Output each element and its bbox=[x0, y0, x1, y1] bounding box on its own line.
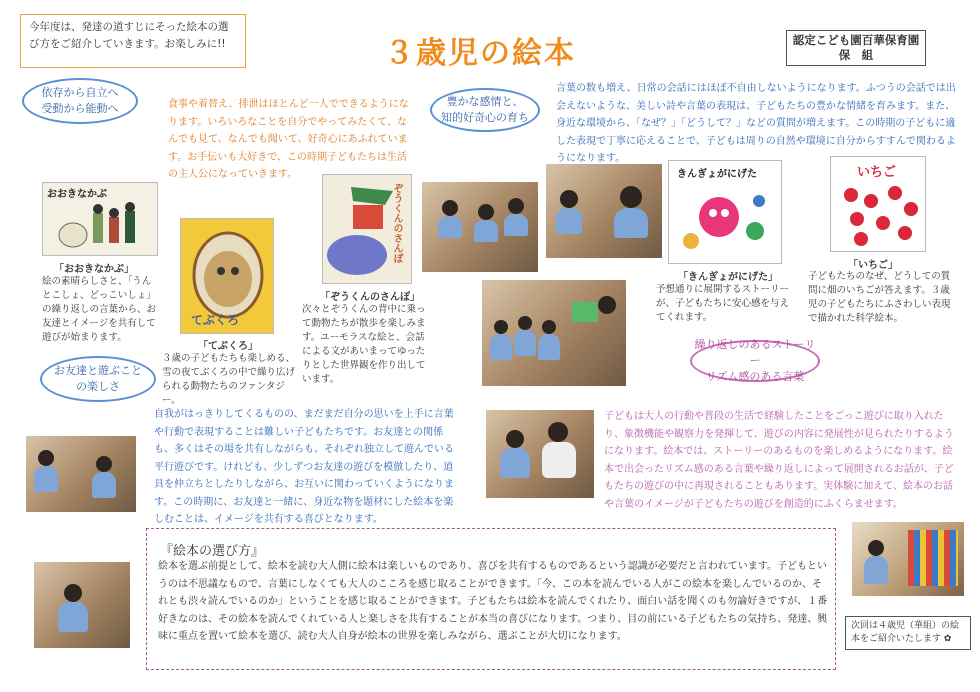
heading-friends bbox=[40, 356, 156, 402]
page-title: ３歳児の絵本 bbox=[384, 36, 576, 71]
heading-emotion-line1: 豊かな感情と、 bbox=[446, 95, 524, 108]
book-caption-okinakabu: 絵の素晴らしさと、「うんとこしょ、どっこいしょ」の繰り返しの言葉から、お友達とイメージを共有して遊びが始まります。 bbox=[42, 276, 157, 343]
heading-rhythm-line2: リズム感のある言葉 bbox=[705, 370, 805, 383]
book-caption-tebukuro: ３歳の子どもたちも楽しめる、雪の夜てぶくろの中で繰り広げられる動物たちのファンタジー。 bbox=[162, 353, 296, 406]
heading-rhythm-line1: 繰り返しのあるストーリー bbox=[694, 338, 816, 367]
book-name-tebukuro: 「てぶくろ」 bbox=[198, 341, 258, 352]
school-name: 認定こども園百華保育園 bbox=[792, 33, 920, 47]
book-cover-title: おおきなかぶ bbox=[47, 189, 107, 200]
book-cover-title: ぞうくんのさんぽ bbox=[391, 183, 402, 263]
heading-friends-line1: お友達と遊ぶこと bbox=[54, 364, 142, 377]
independence-body: 食事や着替え、排泄はほとんど一人でできるようになります。いろいろなことを自分でやってみたくて、なんでも見て、なんでも聞いて、好奇心にあふれています。お手伝いも大好きで、この時期子どもたちは生活の主人公になっていきます。 bbox=[168, 99, 409, 180]
photo-teacher-with-child bbox=[486, 410, 594, 498]
heading-independence-line2: 受動から能動へ bbox=[41, 102, 119, 115]
heading-rhythm bbox=[690, 340, 820, 382]
turnip-illustration bbox=[43, 183, 158, 256]
heading-friends-line2: の楽しさ bbox=[76, 380, 120, 393]
friends-body: 自我がはっきりしてくるものの、まだまだ自分の思いを上手に言葉や行動で表現することは難しい子どもたちです。お友達との関係も、多くはその場を共有しながらも、それぞれ独立して遊んでいる平行遊びです。けれども、少しずつお友達の遊びを模倣したり、道具を仲立ちとしたりしながら、お互いに関わっていくようになります。この時期に、お友達と一緒に、身近な物を題材にした絵本を楽しむことは、イメージを共有する喜びとなります。 bbox=[154, 409, 454, 525]
book-cover-title: てぶくろ bbox=[191, 313, 240, 327]
flower-icon: ✿ bbox=[943, 634, 952, 644]
book-cover-tebukuro bbox=[180, 218, 274, 334]
book-name-ichigo: 「いちご」 bbox=[848, 260, 898, 271]
class-name: 保 組 bbox=[838, 48, 874, 62]
intro-note bbox=[20, 14, 246, 68]
book-caption-zoukun: 次々とぞうくんの背中に乗って動物たちが散歩を楽しみます。ユーモラスな絵と、会話による文があいまってゆったりとした世界観を作り出しています。 bbox=[302, 304, 426, 385]
book-caption-ichigo: 子どもたちのなぜ、どうしての質問に畑のいちごが答えます。３歳児の子どもたちにふさわしい表現で描かれた科学絵本。 bbox=[808, 271, 951, 324]
photo-reading-group-1 bbox=[422, 182, 538, 272]
book-cover-title: きんぎょがにげた bbox=[677, 169, 757, 180]
book-cover-zoukun bbox=[322, 174, 412, 284]
book-cover-ichigo bbox=[830, 156, 926, 252]
book-name-kingyo: 「きんぎょがにげた」 bbox=[678, 272, 778, 283]
howto-title: 『絵本の選び方』 bbox=[160, 544, 265, 559]
heading-independence bbox=[22, 78, 138, 124]
howto-body: 絵本を選ぶ前提として、絵本を読む大人側に絵本は楽しいものであり、喜びを共有するものであるという認識が必要だと言われています。子どもというのは不思議なもので、言葉にしなくても大人のこころを感じ取ることができます。「今、この本を読んでいる人がこの絵本を楽しんでいるのか、それとも渋々読んでいるのか」ということを感じ取ることができます。子どもたちは絵本を読んでくれたり、面白い話を聞くのも勿論好きですが、１番好きなのは、その絵本を読んでくれている人と楽しさを共有することが本当の喜びになります。つまり、目の前にいる子どもたちの気持ち、発達、興味に重点を置いて絵本を選び、読む大人自身が絵本の世界を楽しみながら、選ぶことが大切になります。 bbox=[158, 561, 828, 642]
strawberry-illustration bbox=[831, 157, 926, 252]
book-cover-title: いちご bbox=[857, 165, 897, 180]
photo-teacher-reading bbox=[482, 280, 626, 386]
photo-reading-group-2 bbox=[546, 164, 662, 258]
heading-emotion bbox=[430, 88, 540, 132]
goldfish-illustration bbox=[669, 161, 782, 264]
book-cover-kingyo bbox=[668, 160, 782, 264]
heading-emotion-line2: 知的好奇心の育ち bbox=[441, 111, 529, 124]
book-cover-okinakabu bbox=[42, 182, 158, 256]
school-name-box bbox=[786, 30, 926, 66]
photo-bookshelf bbox=[852, 522, 964, 596]
emotion-body: 言葉の数も増え、日常の会話にはほぼ不自由しないようになります。ふつうの会話では出会えないような、美しい詩や言葉の表現は、子どもたちの豊かな情緒を育みます。また、身近な環境から、「なぜ？」「どうして？」などの質問が増えます。この時期の子どもに適した表現で丁寧に応えることで、子どもは周りの自然や環境に自分からすすんで関わるようになります。 bbox=[556, 83, 956, 164]
book-name-okinakabu: 「おおきなかぶ」 bbox=[54, 264, 134, 275]
heading-independence-line1: 依存から自立へ bbox=[41, 86, 119, 99]
book-name-zoukun: 「ぞうくんのさんぽ」 bbox=[320, 292, 420, 303]
book-caption-kingyo: 予想通りに展開するストーリーが、子どもたちに安心感を与えてくれます。 bbox=[656, 284, 790, 323]
intro-text: 今年度は、発達の道すじにそった絵本の選び方をご紹介していきます。お楽しみに!! bbox=[29, 21, 229, 50]
next-issue-text: 次回は４歳児（華組）の絵本をご紹介いたします bbox=[851, 621, 960, 644]
photo-child-reading-floor bbox=[34, 562, 130, 648]
next-issue-note bbox=[845, 616, 971, 650]
photo-friends-play bbox=[26, 436, 136, 512]
rhythm-body: 子どもは大人の行動や普段の生活で経験したことをごっこ遊びに取り入れたり、象徴機能や観察力を発揮して、遊びの内容に発展性が見られたりするようになります。絵本では、ストーリーのあるものを楽しめるようになります。絵本で出会ったリズム感のある言葉や繰り返しによって展開されるお話が、子どもたちの遊びの中に再現されることもあります。実体験に加えて、絵本のお話や言葉のイメージが子どもたちの遊びを創造的にふくらませます。 bbox=[604, 411, 954, 510]
